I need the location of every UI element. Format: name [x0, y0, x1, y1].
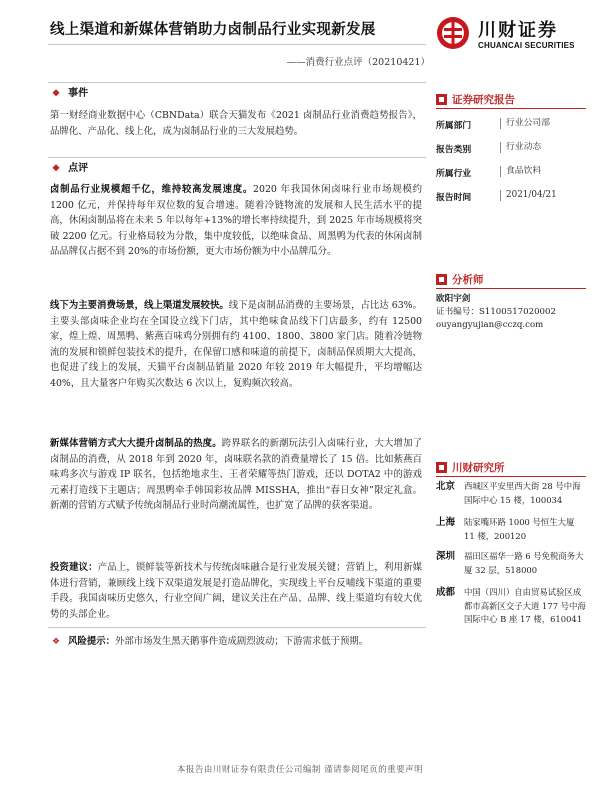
research-divider — [436, 476, 586, 477]
paragraph-lead: 卤制品行业规模超千亿，维持较高发展速度。 — [50, 184, 254, 195]
event-text: 第一财经商业数据中心（CBNData）联合天猫发布《2021 卤制品行业消费趋势报告》，品牌化、产品化、线上化，成为卤制品行业的三大发展趋势。 — [50, 110, 422, 137]
analyst-heading: 分析师 — [436, 272, 484, 287]
comment-paragraph-3: 新媒体营销方式大大提升卤制品的热度。跨界联名的新潮玩法引入卤味行业，大大增加了卤制品的消费，从 2018 年到 2020 年，卤味联名款的消费量增长了 15 倍。比如紫燕百味鸡多次与游戏 IP 联名，包括绝地求生、王者荣耀等热门游戏，还以 DOTA2 中的游戏元素打造线下主题店；周黑鸭牵手韩国彩妆品牌 MISSHA，推出“春日女神”限定礼盒。新潮的营销方式赋予传统卤制品行业时尚潮流属性，也扩宽了品牌的获客渠道。 — [50, 438, 422, 512]
square-marker-icon — [436, 462, 447, 473]
diamond-bullet-icon: ❖ — [52, 89, 61, 99]
paragraph-lead: 新媒体营销方式大大提升卤制品的热度。 — [50, 438, 222, 449]
comment-paragraph-4: 投资建议：产品上，锁鲜装等新技术与传统卤味融合是行业发展关键；营销上，利用新媒体进行营销，兼顾线上线下双渠道发展是打造品牌化，实现线上平台反哺线下渠道的重要手段。我国卤味历史悠久，行业空间广阔，建议关注在产品、品牌、线上渠道均有较大优势的头部企业。 — [50, 562, 422, 620]
diamond-bullet-icon: ❖ — [52, 164, 61, 174]
comment-paragraph-1: 卤制品行业规模超千亿，维持较高发展速度。2020 年我国休闲卤味行业市场规模约 1200 亿元，并保持每年双位数的复合增速。随着冷链物流的发展和人民生活水平的提高，休闲卤制品将在未来 5 年以每年+13%的增长率持续提升，到 2025 年市场规模将突破 2200 亿元。行业格局较为分散，集中度较低，以绝味食品、周黑鸭为代表的休闲卤制品品牌仅占据不到 20%的市场份额，更大市场份额为中小品牌瓜分。 — [50, 184, 422, 258]
comment-heading: ❖ 点评 — [52, 163, 89, 174]
comment-paragraph-2: 线下为主要消费场景，线上渠道发展较快。线下是卤制品消费的主要场景，占比达 63%。主要头部卤味企业均在全国设立线下门店，其中绝味食品线下门店最多，约有 12500 家，煌上煌、周黑鸭、紫燕百味鸡分别拥有约 4100、1800、3800 家门店。随着冷链物流的发展和锁鲜包装技术的提升，在保留口感和味道的前提下，卤制品保质期大大提高，也促进了线上的发展，天猫平台卤制品销量 2020 年较 2019 年大幅提升，平均增幅达 40%，且大量客户年购买次数达 6 次以上，复购频次较高。 — [50, 300, 422, 389]
paragraph-lead: 线下为主要消费场景，线上渠道发展较快。 — [50, 300, 229, 311]
logo-name-cn: 川财证券 — [478, 20, 558, 41]
paragraph-lead: 投资建议： — [50, 562, 98, 573]
research-heading: 川财研究所 — [436, 460, 505, 475]
report-info-divider — [436, 108, 586, 109]
page-footer: 本报告由川财证券有限责任公司编制 谨请参阅尾页的重要声明 — [176, 765, 424, 775]
title-divider — [48, 44, 426, 45]
risk-divider — [48, 627, 426, 628]
event-heading: ❖ 事件 — [52, 88, 89, 99]
analyst-email[interactable]: ouyangyujian@cczq.com — [436, 320, 544, 330]
logo-name-en: CHUANCAI SECURITIES — [478, 41, 575, 50]
analyst-cert: 证书编号：S1100517020002 — [436, 307, 556, 317]
report-subtitle: ——消费行业点评（20210421） — [286, 57, 430, 68]
comment-divider — [48, 157, 426, 158]
square-marker-icon — [436, 274, 447, 285]
report-title: 线上渠道和新媒体营销助力卤制品行业实现新发展 — [50, 21, 376, 38]
company-logo — [436, 14, 586, 54]
analyst-divider — [436, 288, 586, 289]
square-marker-icon — [436, 94, 447, 105]
diamond-bullet-icon: ❖ — [52, 637, 61, 647]
analyst-name: 欧阳宇剑 — [436, 294, 471, 304]
event-divider — [48, 82, 426, 83]
report-info-heading: 证券研究报告 — [436, 92, 515, 107]
chuancai-logo-mark-icon — [436, 16, 470, 50]
risk-note: ❖ 风险提示：外部市场发生黑天鹅事件造成剧烈波动；下游需求低于预期。 — [52, 636, 369, 647]
